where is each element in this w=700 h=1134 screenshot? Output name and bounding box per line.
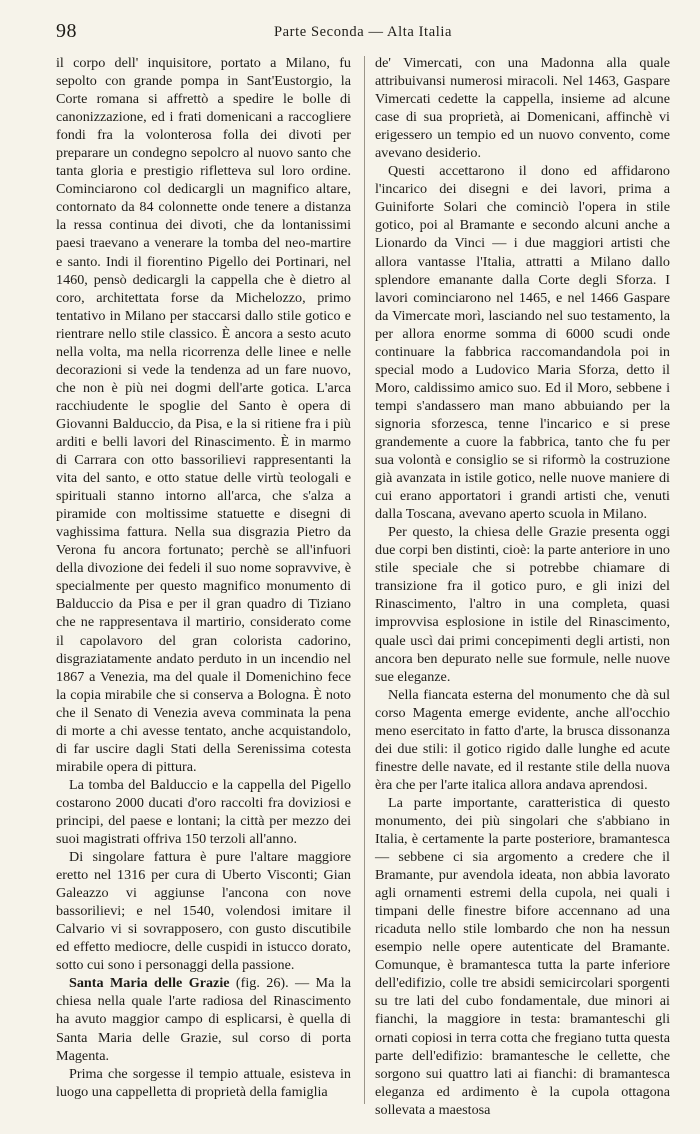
page-number: 98 [56, 20, 77, 42]
paragraph: La parte importante, caratteristica di questo monumento, dei più singolari che s'abbiano in Italia, è certamente la parte posteriore, bramantesca — sebbene ci sia argomento a credere che il Bramante, pur avendola ideata, non abbia lavorato agli ornamenti estremi della cupola, nei quali i timpani delle finestre bifore accennano ad una ricaduta nello stile lombardo che non ha nessun esempio nelle opere autenticate del Bramante. Comunque, è bramantesca tutta la parte inferiore dell'edifizio, colle tre absidi semicircolari sporgenti su tre lati del cubo fondamentale, due minori ai fianchi, la maggiore in testa: bramanteschi gli ornati copiosi in terra cotta che fregiano tutta questa parte dell'edifizio: bramantesche le cellette, che sorgono sui quattro lati ai fianchi: di bramantesca eleganza ed ardimento è la cupola ottagona sollevata a maestosa [375, 794, 670, 1118]
paragraph: La tomba del Balduccio e la cappella del Pigello costarono 2000 ducati d'oro raccolti fra doviziosi e principi, del paese e lontani; la città per mezzo dei suoi magistrati offriva 150 terzoli all'anno. [56, 776, 351, 848]
paragraph: de' Vimercati, con una Madonna alla quale attribuivansi numerosi miracoli. Nel 1463, Gaspare Vimercati cedette la cappella, insieme ad alcune case di sua proprietà, ai Domenicani, affinchè vi erigessero un tempio ed un nuovo convento, come avevano desiderio. [375, 55, 670, 162]
paragraph: Prima che sorgesse il tempio attuale, esisteva in luogo una cappelletta di proprietà della famiglia [56, 1065, 351, 1100]
paragraph-text: (fig. 26). — Ma la chiesa nella quale l'arte radiosa del Rinascimento ha avuto maggior campo di esplicarsi, è quella di Santa Maria delle Grazie, sul corso di porta Magenta. [56, 975, 351, 1064]
paragraph: Per questo, la chiesa delle Grazie presenta oggi due corpi ben distinti, cioè: la parte anteriore in uno stile speciale che si potrebbe chiamare di transizione fra il gotico puro, e gli inizi del Rinascimento, l'altro in una completa, quasi improvvisa esplosione in istile del Rinascimento, quale uscì dai primi concepimenti degli artisti, non ancora ben depurato nelle sue formule, nelle nuove sue eleganze. [375, 524, 670, 685]
paragraph: Di singolare fattura è pure l'altare maggiore eretto nel 1316 per cura di Uberto Visconti; Gian Galeazzo vi aggiunse l'ancona con nove bassorilievi; e nel 1540, volendosi imitare il Calvario vi si sovrapposero, con gusto discutibile ed effetto mediocre, delle cuspidi in istucco dorato, sotto cui sono i personaggi della passione. [56, 849, 351, 974]
paragraph: Nella fiancata esterna del monumento che dà sul corso Magenta emerge evidente, anche all'occhio meno esercitato in fatto d'arte, la brusca dissonanza dei due stili: il gotico rigido dalle lunghe ed acute finestre delle navate, ed il restante stile della nuova èra che per l'arte italica allora andava aprendosi. [375, 686, 670, 793]
page-header [56, 20, 670, 44]
column-divider [364, 56, 365, 1104]
left-column [56, 54, 351, 1101]
section-heading: Santa Maria delle Grazie [69, 975, 230, 992]
running-title: Parte Seconda — Alta Italia [273, 24, 453, 40]
paragraph: il corpo dell' inquisitore, portato a Milano, fu sepolto con grande pompa in Sant'Eustorgio, la Corte romana si affrettò a spedire le bolle di canonizzazione, ed i frati domenicani a raccogliere fondi fra la volonterosa folla dei divoti per preparare un condegno sepolcro al nuovo santo che tanta gloria e prestigio rifletteva sul loro ordine. Cominciarono col dedicargli un magnifico altare, contornato da 84 colonnette onde tenere a distanza la ressa continua dei divoti, che da lontanissimi paesi traevano a venerare la tomba del neo-martire e santo. Indi il fiorentino Pigello dei Portinari, nel 1460, pensò dedicargli la cappella che è dietro al coro, architettata forse da Michelozzo, primo tentativo in Milano per staccarsi dallo stile gotico e rientrare nello stile classico. È ancora a sesto acuto nella volta, ma nella ricorrenza delle linee e nelle decorazioni si vede la tendenza ad un fare nuovo, che non è più nei dogmi dell'arte gotica. L'arca racchiudente le spoglie del Santo è opera di Giovanni Balduccio, da Pisa, e la si ritiene fra i più arditi e belli lavori del Rinascimento. È in marmo di Carrara con otto bassorilievi rappresentanti la vita del santo, e otto statue delle virtù teologali e spirituali stanno intorno all'arca, che s'alza a piramide con moltissime statuette e disegni di vaghissima fattura. Nella sua disgrazia Pietro da Verona fu ancora fortunato; perchè se all'infuori della divozione dei fedeli il suo nome sopravvive, è specialmente per questo magnifico monumento di Balduccio da Pisa e per il gran quadro di Tiziano che ne rappresentava il martirio, considerato come il capolavoro del gran colorista cadorino, disgraziatamente andato perduto in un incendio nel 1867 a Venezia, ma del quale il Domenichino fece la copia mirabile che si conserva a Bologna. È noto che il Senato di Venezia aveva comminata la pena di morte a chi avesse tentato, anche acquistandolo, di far uscire dagli Stati della Serenissima cotesta mirabile opera di pittura. [56, 55, 351, 775]
paragraph: Questi accettarono il dono ed affidarono l'incarico dei disegni e dei lavori, prima a Guiniforte Solari che cominciò l'opera in stile gotico, poi al Bramante e secondo alcuni anche a Lionardo da Vinci — i due maggiori artisti che allora vantasse l'Italia, attratti a Milano dallo splendore emanante dalla Corte degli Sforza. I lavori cominciarono nel 1465, e nel 1466 Gaspare da Vimercate morì, lasciando nel suo testamento, la per allora enorme somma di 6000 scudi onde continuare la fabbrica raccomandandola poi in special modo a Ludovico Maria Sforza, detto il Moro, caldissimo amico suo. Ed il Moro, sebbene i tempi s'andassero man mano abbuiando per la signoria sforzesca, tenne l'incarico e si prese grandemente a cuore la fabbrica, tanto che fu per sua volontà e consiglio se si riformò la costruzione già avanzata in istile gotico, nelle nuove maniere di cui erano apportatori i grandi artisti che, venuti dalla Toscana, avevano aperto scuola in Milano. [375, 163, 670, 523]
right-column [375, 54, 670, 1119]
paragraph [56, 974, 351, 1064]
